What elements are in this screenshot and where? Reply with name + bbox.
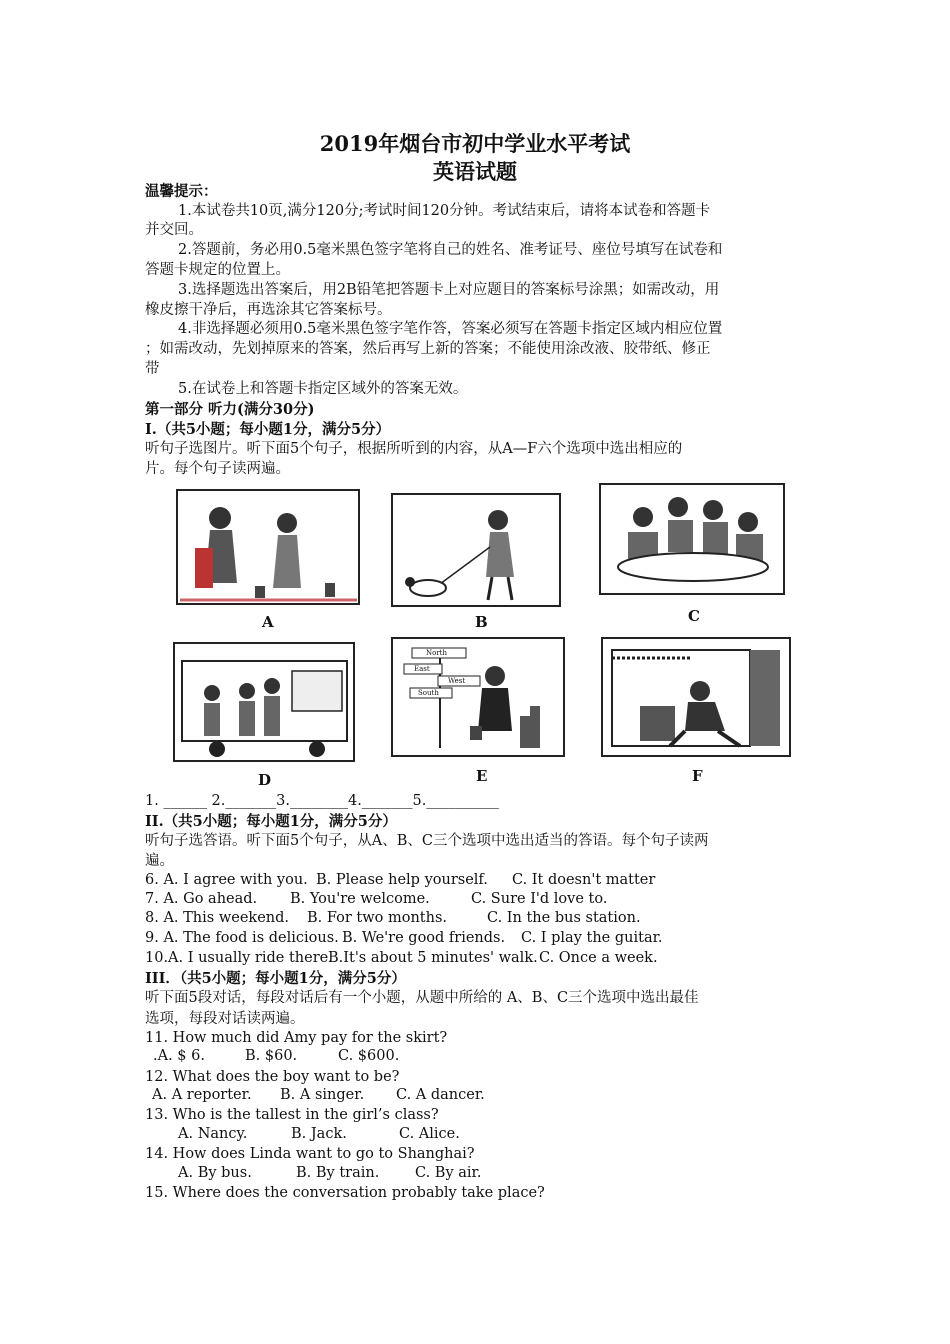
q6-option-a: 6. A. I agree with you. bbox=[145, 872, 308, 888]
picture-label: D bbox=[258, 771, 272, 789]
tip-line: 1.本试卷共10页,满分120分;考试时间120分钟。考试结束后，请将本试卷和答题卡 bbox=[178, 203, 711, 219]
q7-option-a: 7. A. Go ahead. bbox=[145, 891, 258, 907]
picture-label: F bbox=[692, 767, 703, 785]
q7-option-c: C. Sure I'd love to. bbox=[471, 891, 608, 907]
picture-label: E bbox=[476, 767, 488, 785]
exam-subtitle: 英语试题 bbox=[433, 159, 517, 184]
q14-option-c: C. By air. bbox=[415, 1165, 482, 1181]
q8-option-a: 8. A. This weekend. bbox=[145, 910, 290, 926]
q7-option-b: B. You're welcome. bbox=[290, 891, 430, 907]
tip-line: 3.选择题选出答案后，用2B铅笔把答题卡上对应题目的答案标号涂黑；如需改动，用 bbox=[178, 282, 720, 298]
street-sign: North bbox=[426, 649, 448, 657]
section2-heading: II.（共5小题；每小题1分，满分5分） bbox=[145, 813, 397, 830]
tips-heading: 温馨提示： bbox=[145, 183, 218, 200]
section1-instruction: 片。每个句子读两遍。 bbox=[145, 461, 290, 477]
picture-c bbox=[598, 482, 788, 598]
picture-label: B bbox=[475, 613, 488, 631]
q6-option-c: C. It doesn't matter bbox=[512, 872, 656, 888]
section1-heading: I.（共5小题；每小题1分，满分5分） bbox=[145, 421, 391, 438]
tip-line: 4.非选择题必须用0.5毫米黑色签字笔作答，答案必须写在答题卡指定区域内相应位置 bbox=[178, 321, 723, 337]
picture-d bbox=[172, 641, 356, 767]
street-sign: West bbox=[448, 677, 466, 685]
section1-instruction: 听句子选图片。听下面5个句子，根据所听到的内容，从A—F六个选项中选出相应的 bbox=[145, 441, 683, 457]
q12-option-b: B. A singer. bbox=[280, 1087, 365, 1103]
q11-option-a: .A. $ 6. bbox=[153, 1048, 205, 1064]
picture-b bbox=[390, 492, 562, 610]
answer-blanks: 1. ______ 2._______3.________4._______5.__________ bbox=[145, 793, 499, 809]
part1-heading: 第一部分 听力(满分30分) bbox=[145, 401, 315, 418]
q10-option-c: C. Once a week. bbox=[539, 950, 658, 966]
section3-heading: III．（共5小题；每小题1分，满分5分） bbox=[145, 970, 406, 987]
tip-line: ；如需改动，先划掉原来的答案，然后再写上新的答案；不能使用涂改液、胶带纸、修正 bbox=[145, 341, 711, 357]
q6-option-b: B. Please help yourself. bbox=[316, 872, 488, 888]
q11-option-c: C. $600. bbox=[338, 1048, 400, 1064]
street-sign: South bbox=[418, 689, 439, 697]
q8-option-b: B. For two months. bbox=[307, 910, 448, 926]
tip-line: 并交回。 bbox=[145, 222, 203, 238]
street-sign: East bbox=[414, 665, 430, 673]
q14-question: 14. How does Linda want to go to Shanghai? bbox=[145, 1146, 475, 1162]
q9-option-c: C. I play the guitar. bbox=[521, 930, 663, 946]
q10-option-b: B.It's about 5 minutes' walk. bbox=[328, 950, 538, 966]
q8-option-c: C. In the bus station. bbox=[487, 910, 641, 926]
q9-option-b: B. We're good friends. bbox=[342, 930, 506, 946]
q11-question: 11. How much did Amy pay for the skirt? bbox=[145, 1030, 448, 1046]
tip-line: 带 bbox=[145, 361, 160, 377]
picture-label: C bbox=[688, 607, 700, 625]
q9-option-a: 9. A. The food is delicious. bbox=[145, 930, 339, 946]
q13-option-c: C. Alice. bbox=[399, 1126, 460, 1142]
tip-line: 5.在试卷上和答题卡指定区域外的答案无效。 bbox=[178, 381, 468, 397]
picture-f bbox=[600, 636, 792, 760]
picture-label: A bbox=[262, 613, 274, 631]
tip-line: 橡皮擦干净后，再选涂其它答案标号。 bbox=[145, 302, 392, 318]
picture-e bbox=[390, 636, 566, 760]
section3-instruction: 选项，每段对话读两遍。 bbox=[145, 1011, 305, 1027]
section2-instruction: 遍。 bbox=[145, 853, 174, 869]
picture-a bbox=[175, 488, 361, 610]
q12-option-c: C. A dancer. bbox=[396, 1087, 485, 1103]
q12-question: 12. What does the boy want to be? bbox=[145, 1069, 400, 1085]
q13-option-b: B. Jack. bbox=[291, 1126, 347, 1142]
q14-option-a: A. By bus. bbox=[178, 1165, 252, 1181]
q12-option-a: A. A reporter. bbox=[152, 1087, 252, 1103]
section2-instruction: 听句子选答语。听下面5个句子，从A、B、C三个选项中选出适当的答语。每个句子读两 bbox=[145, 833, 709, 849]
section3-instruction: 听下面5段对话，每段对话后有一个小题，从题中所给的 A、B、C三个选项中选出最佳 bbox=[145, 990, 699, 1006]
exam-title: 2019年烟台市初中学业水平考试 bbox=[319, 131, 631, 156]
tip-line: 2.答题前，务必用0.5毫米黑色签字笔将自己的姓名、准考证号、座位号填写在试卷和 bbox=[178, 242, 723, 258]
q11-option-b: B. $60. bbox=[245, 1048, 298, 1064]
q15-question: 15. Where does the conversation probably take place? bbox=[145, 1185, 545, 1201]
q13-question: 13. Who is the tallest in the girl’s class? bbox=[145, 1107, 439, 1123]
tip-line: 答题卡规定的位置上。 bbox=[145, 262, 290, 278]
q14-option-b: B. By train. bbox=[296, 1165, 380, 1181]
q10-option-a: 10.A. I usually ride there. bbox=[145, 950, 333, 966]
q13-option-a: A. Nancy. bbox=[178, 1126, 248, 1142]
